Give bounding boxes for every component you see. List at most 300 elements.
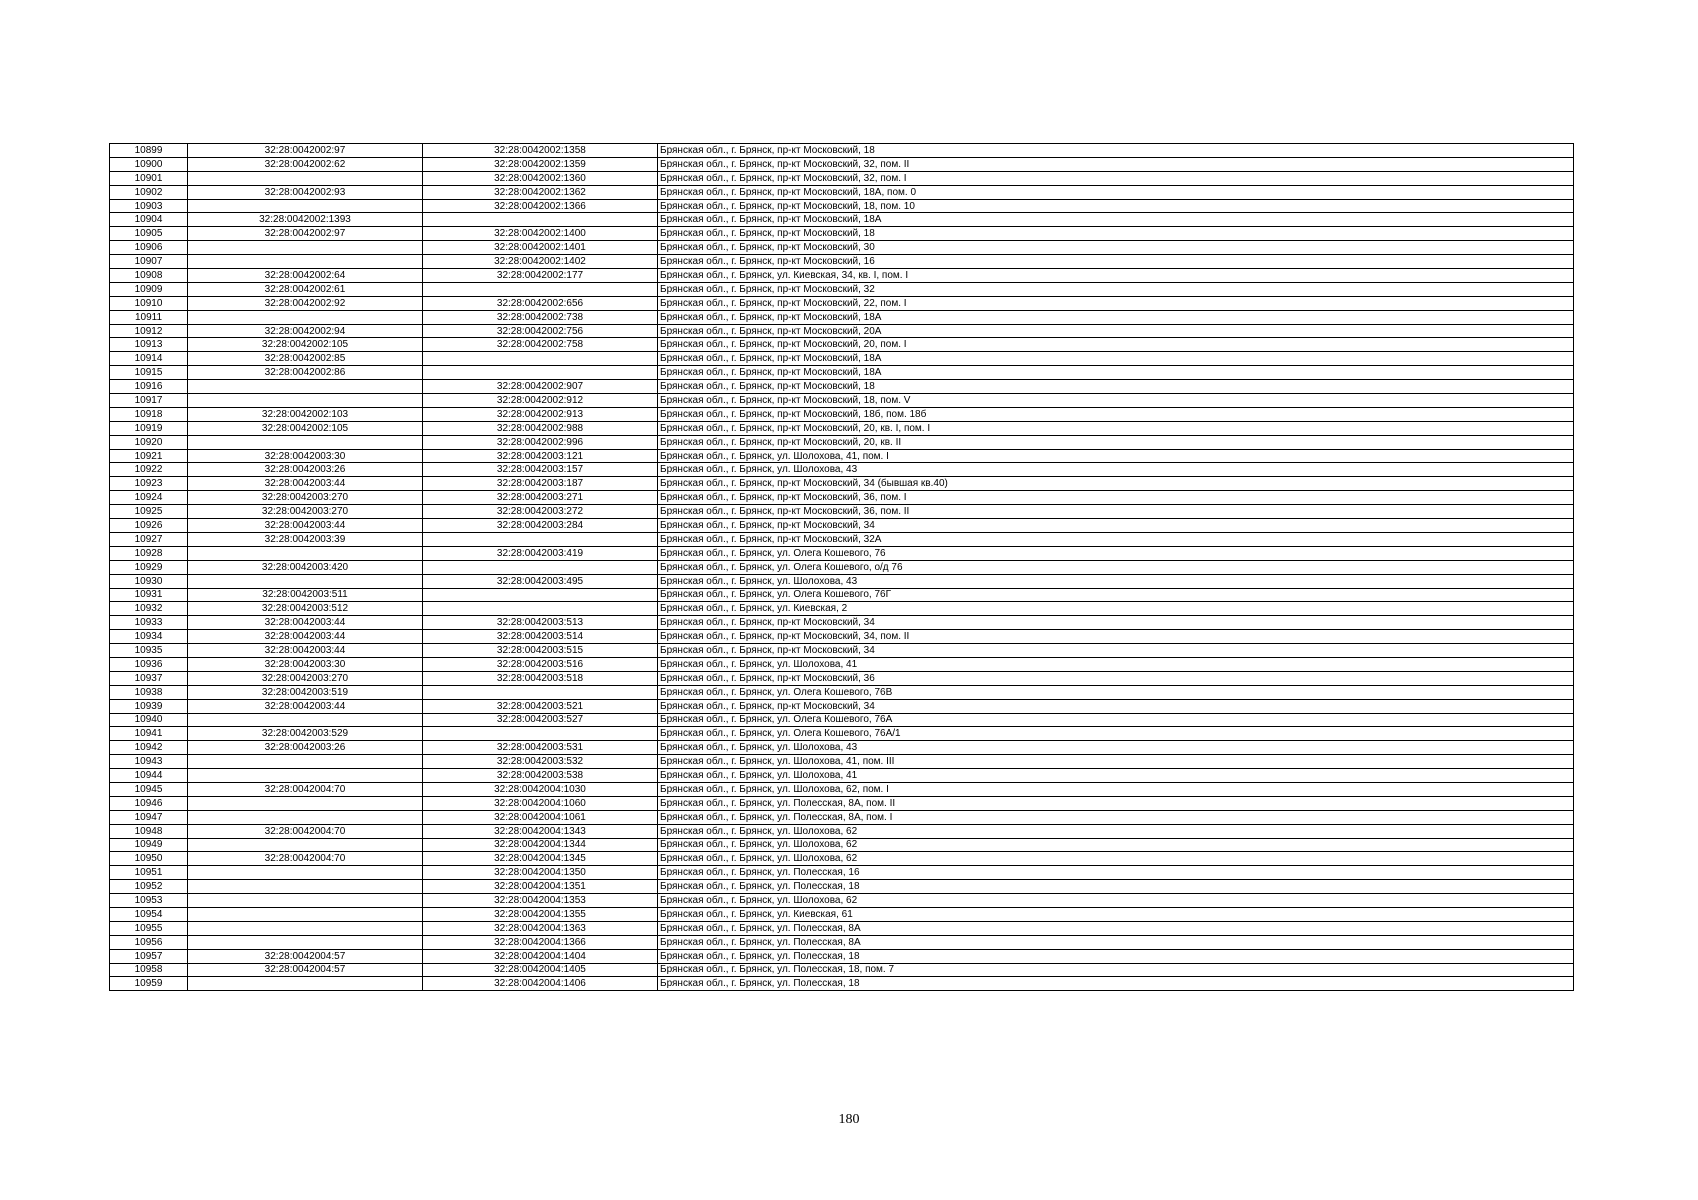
linked-cadastral-number-cell: 32:28:0042003:284 — [423, 519, 658, 533]
linked-cadastral-number-cell: 32:28:0042003:419 — [423, 546, 658, 560]
address-cell: Брянская обл., г. Брянск, ул. Киевская, 34, кв. I, пом. I — [658, 269, 1574, 283]
linked-cadastral-number-cell: 32:28:0042004:1030 — [423, 782, 658, 796]
cadastral-number-cell — [188, 713, 423, 727]
table-body — [110, 144, 1574, 991]
cadastral-number-cell: 32:28:0042002:64 — [188, 269, 423, 283]
table-row — [110, 977, 1574, 991]
cadastral-number-cell — [188, 380, 423, 394]
address-cell: Брянская обл., г. Брянск, пр-кт Московский, 32, пом. I — [658, 171, 1574, 185]
row-number-cell: 10935 — [110, 644, 188, 658]
address-cell: Брянская обл., г. Брянск, ул. Шолохова, 43 — [658, 741, 1574, 755]
linked-cadastral-number-cell: 32:28:0042003:538 — [423, 769, 658, 783]
linked-cadastral-number-cell — [423, 560, 658, 574]
cadastral-number-cell: 32:28:0042002:97 — [188, 227, 423, 241]
table-row — [110, 380, 1574, 394]
cadastral-number-cell: 32:28:0042002:85 — [188, 352, 423, 366]
address-cell: Брянская обл., г. Брянск, пр-кт Московский, 20, кв. I, пом. I — [658, 421, 1574, 435]
cadastral-number-cell: 32:28:0042003:30 — [188, 657, 423, 671]
table-row — [110, 282, 1574, 296]
table-row — [110, 755, 1574, 769]
linked-cadastral-number-cell: 32:28:0042004:1355 — [423, 907, 658, 921]
linked-cadastral-number-cell — [423, 602, 658, 616]
table-row — [110, 352, 1574, 366]
row-number-cell: 10930 — [110, 574, 188, 588]
linked-cadastral-number-cell: 32:28:0042004:1404 — [423, 949, 658, 963]
cadastral-number-cell: 32:28:0042003:270 — [188, 671, 423, 685]
table-row — [110, 866, 1574, 880]
cadastral-number-cell: 32:28:0042002:97 — [188, 144, 423, 158]
address-cell: Брянская обл., г. Брянск, ул. Полесская, 8А, пом. I — [658, 810, 1574, 824]
row-number-cell: 10907 — [110, 255, 188, 269]
cadastral-number-cell: 32:28:0042003:44 — [188, 630, 423, 644]
address-cell: Брянская обл., г. Брянск, пр-кт Московский, 18А — [658, 366, 1574, 380]
cadastral-number-cell: 32:28:0042003:26 — [188, 463, 423, 477]
linked-cadastral-number-cell: 32:28:0042004:1343 — [423, 824, 658, 838]
table-row — [110, 449, 1574, 463]
table-row — [110, 185, 1574, 199]
linked-cadastral-number-cell: 32:28:0042002:1400 — [423, 227, 658, 241]
linked-cadastral-number-cell: 32:28:0042003:527 — [423, 713, 658, 727]
table-row — [110, 338, 1574, 352]
address-cell: Брянская обл., г. Брянск, ул. Шолохова, 62 — [658, 894, 1574, 908]
table-row — [110, 616, 1574, 630]
cadastral-number-cell: 32:28:0042003:511 — [188, 588, 423, 602]
address-cell: Брянская обл., г. Брянск, ул. Полесская, 16 — [658, 866, 1574, 880]
cadastral-number-cell — [188, 894, 423, 908]
linked-cadastral-number-cell: 32:28:0042003:532 — [423, 755, 658, 769]
address-cell: Брянская обл., г. Брянск, пр-кт Московский, 18А, пом. 0 — [658, 185, 1574, 199]
row-number-cell: 10917 — [110, 394, 188, 408]
cadastral-number-cell — [188, 241, 423, 255]
linked-cadastral-number-cell: 32:28:0042003:531 — [423, 741, 658, 755]
row-number-cell: 10919 — [110, 421, 188, 435]
linked-cadastral-number-cell: 32:28:0042003:518 — [423, 671, 658, 685]
table-row — [110, 296, 1574, 310]
row-number-cell: 10912 — [110, 324, 188, 338]
linked-cadastral-number-cell: 32:28:0042002:913 — [423, 407, 658, 421]
address-cell: Брянская обл., г. Брянск, ул. Полесская, 18 — [658, 949, 1574, 963]
row-number-cell: 10956 — [110, 935, 188, 949]
row-number-cell: 10926 — [110, 519, 188, 533]
cadastral-number-cell: 32:28:0042003:44 — [188, 519, 423, 533]
linked-cadastral-number-cell: 32:28:0042004:1363 — [423, 921, 658, 935]
table-row — [110, 532, 1574, 546]
cadastral-number-cell — [188, 255, 423, 269]
address-cell: Брянская обл., г. Брянск, пр-кт Московский, 34 — [658, 644, 1574, 658]
row-number-cell: 10943 — [110, 755, 188, 769]
linked-cadastral-number-cell: 32:28:0042002:1402 — [423, 255, 658, 269]
cadastral-number-cell — [188, 977, 423, 991]
row-number-cell: 10934 — [110, 630, 188, 644]
cadastral-number-cell — [188, 755, 423, 769]
cadastral-number-cell: 32:28:0042004:70 — [188, 852, 423, 866]
cadastral-number-cell: 32:28:0042003:44 — [188, 477, 423, 491]
linked-cadastral-number-cell: 32:28:0042002:758 — [423, 338, 658, 352]
cadastral-number-cell — [188, 199, 423, 213]
table-row — [110, 894, 1574, 908]
row-number-cell: 10901 — [110, 171, 188, 185]
linked-cadastral-number-cell: 32:28:0042003:495 — [423, 574, 658, 588]
row-number-cell: 10908 — [110, 269, 188, 283]
row-number-cell: 10937 — [110, 671, 188, 685]
cadastral-number-cell — [188, 935, 423, 949]
cadastral-number-cell: 32:28:0042004:57 — [188, 949, 423, 963]
address-cell: Брянская обл., г. Брянск, пр-кт Московский, 18 — [658, 227, 1574, 241]
row-number-cell: 10954 — [110, 907, 188, 921]
row-number-cell: 10913 — [110, 338, 188, 352]
linked-cadastral-number-cell — [423, 282, 658, 296]
table-row — [110, 505, 1574, 519]
row-number-cell: 10948 — [110, 824, 188, 838]
address-cell: Брянская обл., г. Брянск, пр-кт Московский, 22, пом. I — [658, 296, 1574, 310]
row-number-cell: 10916 — [110, 380, 188, 394]
cadastral-number-cell — [188, 394, 423, 408]
row-number-cell: 10921 — [110, 449, 188, 463]
linked-cadastral-number-cell: 32:28:0042003:121 — [423, 449, 658, 463]
cadastral-number-cell: 32:28:0042003:512 — [188, 602, 423, 616]
linked-cadastral-number-cell: 32:28:0042004:1353 — [423, 894, 658, 908]
cadastral-number-cell: 32:28:0042002:61 — [188, 282, 423, 296]
linked-cadastral-number-cell — [423, 213, 658, 227]
address-cell: Брянская обл., г. Брянск, ул. Полесская, 8А — [658, 935, 1574, 949]
address-cell: Брянская обл., г. Брянск, ул. Олега Кошевого, о/д 76 — [658, 560, 1574, 574]
row-number-cell: 10910 — [110, 296, 188, 310]
address-cell: Брянская обл., г. Брянск, пр-кт Московский, 18А — [658, 352, 1574, 366]
table-row — [110, 574, 1574, 588]
address-cell: Брянская обл., г. Брянск, пр-кт Московский, 18, пом. 10 — [658, 199, 1574, 213]
row-number-cell: 10936 — [110, 657, 188, 671]
cadastral-number-cell — [188, 907, 423, 921]
address-cell: Брянская обл., г. Брянск, ул. Полесская, 18, пом. 7 — [658, 963, 1574, 977]
table-row — [110, 519, 1574, 533]
linked-cadastral-number-cell: 32:28:0042002:1362 — [423, 185, 658, 199]
table-row — [110, 199, 1574, 213]
table-row — [110, 463, 1574, 477]
linked-cadastral-number-cell: 32:28:0042002:738 — [423, 310, 658, 324]
row-number-cell: 10911 — [110, 310, 188, 324]
linked-cadastral-number-cell — [423, 588, 658, 602]
cadastral-number-cell: 32:28:0042002:93 — [188, 185, 423, 199]
cadastral-number-cell: 32:28:0042002:105 — [188, 421, 423, 435]
address-cell: Брянская обл., г. Брянск, пр-кт Московский, 16 — [658, 255, 1574, 269]
linked-cadastral-number-cell: 32:28:0042002:1401 — [423, 241, 658, 255]
table-row — [110, 560, 1574, 574]
address-cell: Брянская обл., г. Брянск, ул. Шолохова, 62 — [658, 838, 1574, 852]
address-cell: Брянская обл., г. Брянск, ул. Олега Кошевого, 76А — [658, 713, 1574, 727]
address-cell: Брянская обл., г. Брянск, пр-кт Московский, 18А — [658, 213, 1574, 227]
table-row — [110, 949, 1574, 963]
table-row — [110, 741, 1574, 755]
cadastral-number-cell: 32:28:0042004:70 — [188, 782, 423, 796]
address-cell: Брянская обл., г. Брянск, пр-кт Московский, 36 — [658, 671, 1574, 685]
table-row — [110, 602, 1574, 616]
table-row — [110, 880, 1574, 894]
address-cell: Брянская обл., г. Брянск, ул. Шолохова, 41 — [658, 657, 1574, 671]
linked-cadastral-number-cell: 32:28:0042004:1405 — [423, 963, 658, 977]
row-number-cell: 10947 — [110, 810, 188, 824]
cadastral-number-cell: 32:28:0042003:420 — [188, 560, 423, 574]
address-cell: Брянская обл., г. Брянск, пр-кт Московский, 36, пом. II — [658, 505, 1574, 519]
address-cell: Брянская обл., г. Брянск, ул. Шолохова, 43 — [658, 574, 1574, 588]
linked-cadastral-number-cell: 32:28:0042004:1060 — [423, 796, 658, 810]
row-number-cell: 10918 — [110, 407, 188, 421]
address-cell: Брянская обл., г. Брянск, ул. Полесская, 18 — [658, 977, 1574, 991]
table-row — [110, 824, 1574, 838]
row-number-cell: 10951 — [110, 866, 188, 880]
row-number-cell: 10929 — [110, 560, 188, 574]
linked-cadastral-number-cell: 32:28:0042003:515 — [423, 644, 658, 658]
row-number-cell: 10950 — [110, 852, 188, 866]
cadastral-number-cell — [188, 880, 423, 894]
address-cell: Брянская обл., г. Брянск, пр-кт Московский, 34 — [658, 519, 1574, 533]
cadastral-number-cell — [188, 546, 423, 560]
row-number-cell: 10958 — [110, 963, 188, 977]
row-number-cell: 10906 — [110, 241, 188, 255]
row-number-cell: 10905 — [110, 227, 188, 241]
table-row — [110, 213, 1574, 227]
table-row — [110, 366, 1574, 380]
table-row — [110, 921, 1574, 935]
address-cell: Брянская обл., г. Брянск, ул. Полесская, 8А — [658, 921, 1574, 935]
address-cell: Брянская обл., г. Брянск, пр-кт Московский, 18, пом. V — [658, 394, 1574, 408]
address-cell: Брянская обл., г. Брянск, пр-кт Московский, 32А — [658, 532, 1574, 546]
cadastral-number-cell: 32:28:0042002:92 — [188, 296, 423, 310]
linked-cadastral-number-cell: 32:28:0042004:1350 — [423, 866, 658, 880]
cadastral-number-cell: 32:28:0042003:270 — [188, 491, 423, 505]
table-row — [110, 907, 1574, 921]
row-number-cell: 10940 — [110, 713, 188, 727]
table-row — [110, 727, 1574, 741]
row-number-cell: 10904 — [110, 213, 188, 227]
linked-cadastral-number-cell — [423, 685, 658, 699]
linked-cadastral-number-cell: 32:28:0042002:996 — [423, 435, 658, 449]
cadastral-number-cell: 32:28:0042003:519 — [188, 685, 423, 699]
linked-cadastral-number-cell: 32:28:0042004:1061 — [423, 810, 658, 824]
row-number-cell: 10944 — [110, 769, 188, 783]
linked-cadastral-number-cell: 32:28:0042004:1345 — [423, 852, 658, 866]
row-number-cell: 10931 — [110, 588, 188, 602]
row-number-cell: 10922 — [110, 463, 188, 477]
table-row — [110, 838, 1574, 852]
linked-cadastral-number-cell: 32:28:0042003:514 — [423, 630, 658, 644]
row-number-cell: 10928 — [110, 546, 188, 560]
linked-cadastral-number-cell — [423, 532, 658, 546]
address-cell: Брянская обл., г. Брянск, пр-кт Московский, 18 — [658, 380, 1574, 394]
table-row — [110, 796, 1574, 810]
address-cell: Брянская обл., г. Брянск, ул. Олега Кошевого, 76А/1 — [658, 727, 1574, 741]
row-number-cell: 10952 — [110, 880, 188, 894]
address-cell: Брянская обл., г. Брянск, пр-кт Московский, 34, пом. II — [658, 630, 1574, 644]
address-cell: Брянская обл., г. Брянск, ул. Киевская, 61 — [658, 907, 1574, 921]
cadastral-number-cell: 32:28:0042003:30 — [188, 449, 423, 463]
row-number-cell: 10924 — [110, 491, 188, 505]
table-row — [110, 435, 1574, 449]
table-row — [110, 782, 1574, 796]
table-row — [110, 171, 1574, 185]
table-row — [110, 421, 1574, 435]
cadastral-number-cell — [188, 435, 423, 449]
table-row — [110, 157, 1574, 171]
address-cell: Брянская обл., г. Брянск, пр-кт Московский, 20А — [658, 324, 1574, 338]
address-cell: Брянская обл., г. Брянск, ул. Шолохова, 62, пом. I — [658, 782, 1574, 796]
address-cell: Брянская обл., г. Брянск, ул. Шолохова, 41, пом. I — [658, 449, 1574, 463]
linked-cadastral-number-cell — [423, 727, 658, 741]
linked-cadastral-number-cell: 32:28:0042002:1360 — [423, 171, 658, 185]
address-cell: Брянская обл., г. Брянск, пр-кт Московский, 32 — [658, 282, 1574, 296]
row-number-cell: 10959 — [110, 977, 188, 991]
cadastral-number-cell: 32:28:0042002:1393 — [188, 213, 423, 227]
address-cell: Брянская обл., г. Брянск, пр-кт Московский, 20, пом. I — [658, 338, 1574, 352]
cadastral-number-cell — [188, 796, 423, 810]
cadastral-number-cell: 32:28:0042003:529 — [188, 727, 423, 741]
address-cell: Брянская обл., г. Брянск, пр-кт Московский, 34 — [658, 616, 1574, 630]
row-number-cell: 10955 — [110, 921, 188, 935]
table-row — [110, 699, 1574, 713]
cadastral-number-cell — [188, 838, 423, 852]
address-cell: Брянская обл., г. Брянск, пр-кт Московский, 36, пом. I — [658, 491, 1574, 505]
row-number-cell: 10942 — [110, 741, 188, 755]
linked-cadastral-number-cell: 32:28:0042002:988 — [423, 421, 658, 435]
linked-cadastral-number-cell: 32:28:0042002:907 — [423, 380, 658, 394]
linked-cadastral-number-cell: 32:28:0042003:521 — [423, 699, 658, 713]
row-number-cell: 10939 — [110, 699, 188, 713]
table-row — [110, 644, 1574, 658]
table-row — [110, 963, 1574, 977]
linked-cadastral-number-cell: 32:28:0042002:1358 — [423, 144, 658, 158]
address-cell: Брянская обл., г. Брянск, ул. Олега Кошевого, 76В — [658, 685, 1574, 699]
table-row — [110, 477, 1574, 491]
row-number-cell: 10938 — [110, 685, 188, 699]
table-row — [110, 852, 1574, 866]
cadastral-number-cell: 32:28:0042003:44 — [188, 616, 423, 630]
cadastral-number-cell: 32:28:0042002:86 — [188, 366, 423, 380]
row-number-cell: 10899 — [110, 144, 188, 158]
table-row — [110, 546, 1574, 560]
row-number-cell: 10902 — [110, 185, 188, 199]
table-row — [110, 310, 1574, 324]
address-cell: Брянская обл., г. Брянск, ул. Шолохова, 41, пом. III — [658, 755, 1574, 769]
linked-cadastral-number-cell: 32:28:0042002:656 — [423, 296, 658, 310]
row-number-cell: 10941 — [110, 727, 188, 741]
row-number-cell: 10933 — [110, 616, 188, 630]
table-row — [110, 671, 1574, 685]
row-number-cell: 10915 — [110, 366, 188, 380]
page-number: 180 — [838, 1112, 860, 1127]
address-cell: Брянская обл., г. Брянск, пр-кт Московский, 18 — [658, 144, 1574, 158]
cadastral-number-cell — [188, 310, 423, 324]
table-row — [110, 394, 1574, 408]
cadastral-number-cell: 32:28:0042003:26 — [188, 741, 423, 755]
table-row — [110, 269, 1574, 283]
row-number-cell: 10946 — [110, 796, 188, 810]
row-number-cell: 10914 — [110, 352, 188, 366]
table-row — [110, 657, 1574, 671]
linked-cadastral-number-cell — [423, 366, 658, 380]
cadastral-number-cell: 32:28:0042002:94 — [188, 324, 423, 338]
linked-cadastral-number-cell: 32:28:0042003:157 — [423, 463, 658, 477]
linked-cadastral-number-cell: 32:28:0042003:187 — [423, 477, 658, 491]
row-number-cell: 10923 — [110, 477, 188, 491]
row-number-cell: 10903 — [110, 199, 188, 213]
address-cell: Брянская обл., г. Брянск, ул. Олега Кошевого, 76Г — [658, 588, 1574, 602]
row-number-cell: 10957 — [110, 949, 188, 963]
address-cell: Брянская обл., г. Брянск, пр-кт Московский, 32, пом. II — [658, 157, 1574, 171]
cadastral-number-cell: 32:28:0042003:39 — [188, 532, 423, 546]
table-row — [110, 144, 1574, 158]
address-cell: Брянская обл., г. Брянск, пр-кт Московский, 34 — [658, 699, 1574, 713]
cadastral-number-cell — [188, 921, 423, 935]
cadastral-number-cell: 32:28:0042002:105 — [188, 338, 423, 352]
row-number-cell: 10900 — [110, 157, 188, 171]
row-number-cell: 10949 — [110, 838, 188, 852]
address-cell: Брянская обл., г. Брянск, пр-кт Московский, 20, кв. II — [658, 435, 1574, 449]
table-row — [110, 241, 1574, 255]
address-cell: Брянская обл., г. Брянск, ул. Олега Кошевого, 76 — [658, 546, 1574, 560]
cadastral-number-cell: 32:28:0042004:57 — [188, 963, 423, 977]
row-number-cell: 10920 — [110, 435, 188, 449]
cadastral-number-cell: 32:28:0042002:62 — [188, 157, 423, 171]
linked-cadastral-number-cell: 32:28:0042004:1406 — [423, 977, 658, 991]
linked-cadastral-number-cell: 32:28:0042002:1366 — [423, 199, 658, 213]
table-row — [110, 630, 1574, 644]
cadastral-number-cell: 32:28:0042003:270 — [188, 505, 423, 519]
row-number-cell: 10927 — [110, 532, 188, 546]
row-number-cell: 10925 — [110, 505, 188, 519]
cadastral-number-cell — [188, 171, 423, 185]
linked-cadastral-number-cell: 32:28:0042003:516 — [423, 657, 658, 671]
cadastral-number-cell — [188, 574, 423, 588]
linked-cadastral-number-cell: 32:28:0042003:513 — [423, 616, 658, 630]
address-cell: Брянская обл., г. Брянск, пр-кт Московский, 18б, пом. 18б — [658, 407, 1574, 421]
table-row — [110, 935, 1574, 949]
address-cell: Брянская обл., г. Брянск, пр-кт Московский, 34 (бывшая кв.40) — [658, 477, 1574, 491]
linked-cadastral-number-cell — [423, 352, 658, 366]
table-row — [110, 588, 1574, 602]
address-cell: Брянская обл., г. Брянск, ул. Полесская, 8А, пом. II — [658, 796, 1574, 810]
linked-cadastral-number-cell: 32:28:0042004:1344 — [423, 838, 658, 852]
table-row — [110, 685, 1574, 699]
address-cell: Брянская обл., г. Брянск, ул. Полесская, 18 — [658, 880, 1574, 894]
table-row — [110, 255, 1574, 269]
table-row — [110, 713, 1574, 727]
address-cell: Брянская обл., г. Брянск, ул. Шолохова, 43 — [658, 463, 1574, 477]
table-row — [110, 491, 1574, 505]
row-number-cell: 10953 — [110, 894, 188, 908]
linked-cadastral-number-cell: 32:28:0042002:912 — [423, 394, 658, 408]
address-cell: Брянская обл., г. Брянск, ул. Шолохова, 62 — [658, 824, 1574, 838]
cadastral-number-cell: 32:28:0042002:103 — [188, 407, 423, 421]
linked-cadastral-number-cell: 32:28:0042002:1359 — [423, 157, 658, 171]
cadastral-number-cell: 32:28:0042004:70 — [188, 824, 423, 838]
cadastral-number-cell — [188, 866, 423, 880]
linked-cadastral-number-cell: 32:28:0042002:177 — [423, 269, 658, 283]
table-row — [110, 324, 1574, 338]
table-row — [110, 810, 1574, 824]
address-cell: Брянская обл., г. Брянск, пр-кт Московский, 18А — [658, 310, 1574, 324]
row-number-cell: 10932 — [110, 602, 188, 616]
cadastral-table — [109, 143, 1574, 991]
linked-cadastral-number-cell: 32:28:0042002:756 — [423, 324, 658, 338]
address-cell: Брянская обл., г. Брянск, ул. Киевская, 2 — [658, 602, 1574, 616]
address-cell: Брянская обл., г. Брянск, ул. Шолохова, 62 — [658, 852, 1574, 866]
row-number-cell: 10945 — [110, 782, 188, 796]
cadastral-number-cell — [188, 769, 423, 783]
linked-cadastral-number-cell: 32:28:0042003:271 — [423, 491, 658, 505]
table-row — [110, 227, 1574, 241]
table-row — [110, 407, 1574, 421]
linked-cadastral-number-cell: 32:28:0042004:1366 — [423, 935, 658, 949]
cadastral-number-cell: 32:28:0042003:44 — [188, 699, 423, 713]
